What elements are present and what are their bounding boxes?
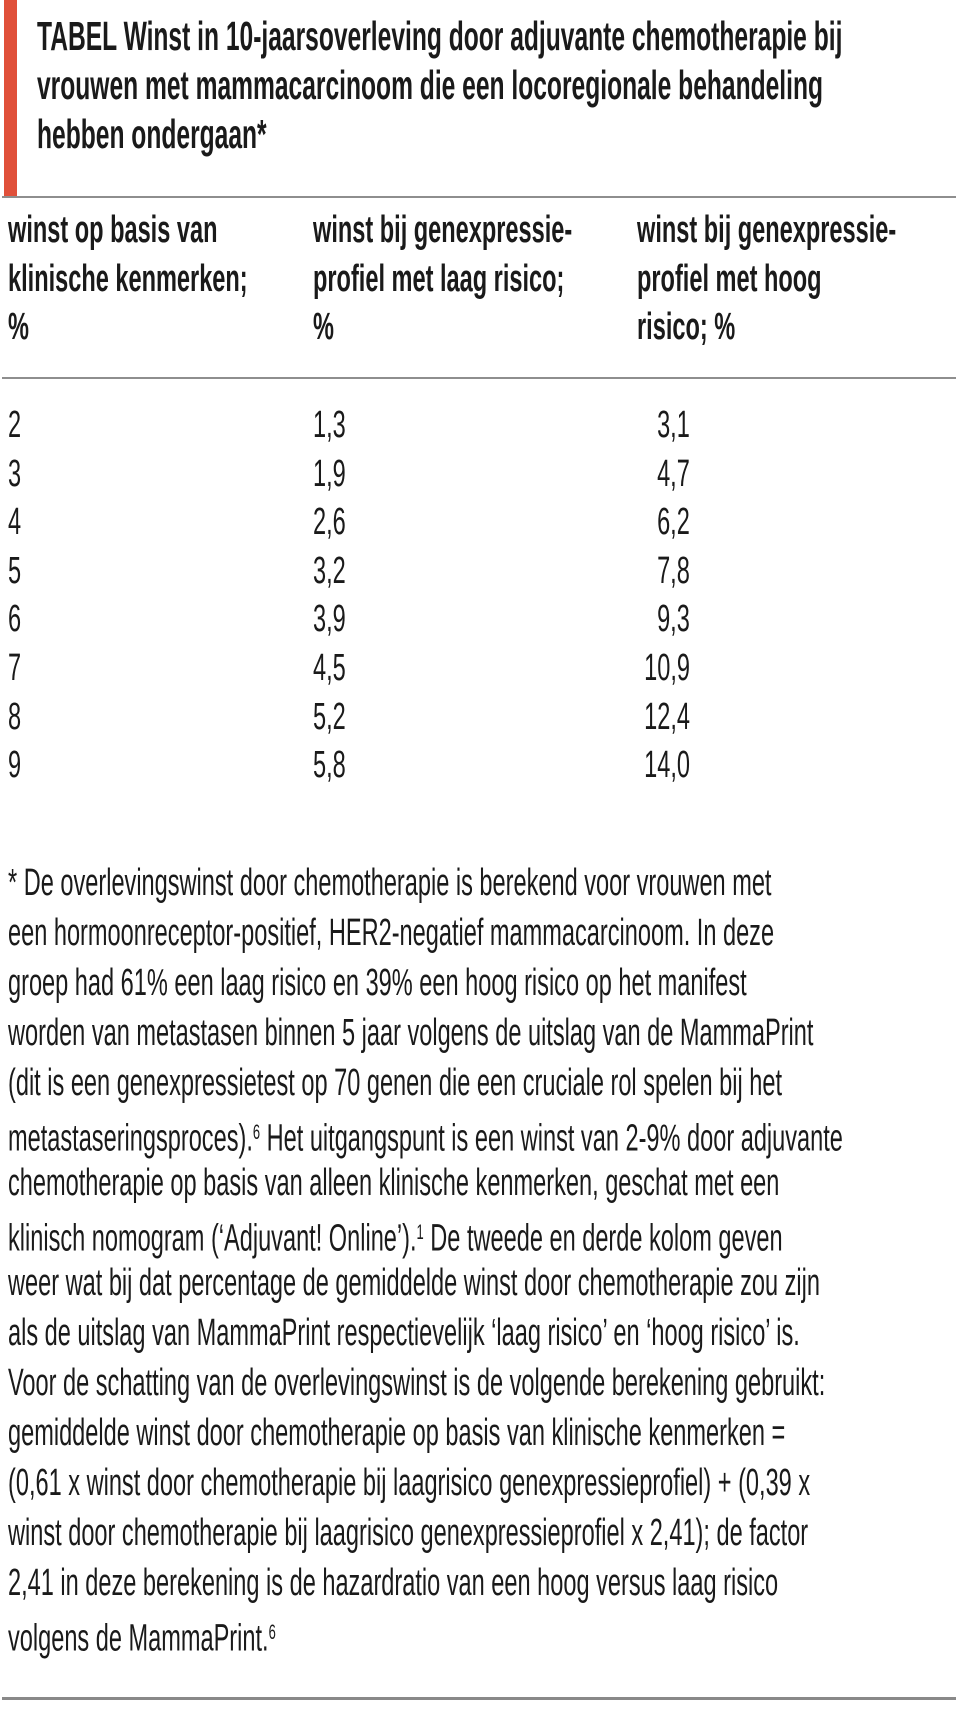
cell-clinical: 9 <box>8 744 22 787</box>
table-row <box>0 595 958 644</box>
cell-high: 3,1 <box>657 404 690 446</box>
cell-low: 2,6 <box>313 501 346 544</box>
cell-low: 1,3 <box>313 404 346 446</box>
header-line: profiel met laag risico; <box>313 257 565 300</box>
table-row <box>0 741 958 790</box>
header-line: winst bij genexpressie- <box>313 209 573 251</box>
title-text: Winst in 10-jaarsoverleving door adjuvante chemotherapie bij <box>123 13 843 59</box>
cell-high: 10,9 <box>644 646 690 689</box>
table-row <box>0 693 958 742</box>
column-header-high-risk <box>637 206 958 352</box>
cell-high: 14,0 <box>644 744 690 787</box>
table-body <box>0 401 958 790</box>
header-line: profiel met hoog <box>637 257 822 300</box>
cell-high: 7,8 <box>657 549 690 592</box>
divider-bottom <box>2 1697 956 1700</box>
cell-high: 9,3 <box>657 598 690 641</box>
reference-superscript: 6 <box>268 1621 276 1644</box>
footnote-line: (0,61 x winst door chemotherapie bij laagrisico genexpressieprofiel) + (0,39 x <box>8 1462 811 1504</box>
footnote-line: metastaseringsproces).$^6$ Het uitgangspunt is een winst van 2-9% door adjuvante <box>8 1117 843 1160</box>
title-label: TABEL <box>37 13 118 59</box>
cell-clinical: 2 <box>8 404 22 446</box>
reference-superscript: 6 <box>252 1121 261 1144</box>
cell-clinical: 8 <box>8 695 22 738</box>
footnote-line: (dit is een genexpressietest op 70 genen die een cruciale rol spelen bij het <box>8 1062 783 1104</box>
footnote-line: * De overlevingswinst door chemotherapie is berekend voor vrouwen met <box>8 862 772 904</box>
cell-low: 3,9 <box>313 598 346 641</box>
cell-high: 12,4 <box>644 695 690 738</box>
footnote-line: 2,41 in deze berekening is de hazardratio van een hoog versus laag risico <box>8 1562 779 1604</box>
footnote-line: klinisch nomogram (‘Adjuvant! Online’).$^1$ De tweede en derde kolom geven <box>8 1217 783 1260</box>
footnote-line: chemotherapie op basis van alleen klinische kenmerken, geschat met een <box>8 1162 780 1204</box>
cell-clinical: 5 <box>8 549 22 592</box>
table-row <box>0 644 958 693</box>
footnote-line: een hormoonreceptor-positief, HER2-negatief mammacarcinoom. In deze <box>8 912 775 954</box>
cell-high: 6,2 <box>657 501 690 544</box>
footnote-line: groep had 61% een laag risico en 39% een hoog risico op het manifest <box>8 962 747 1004</box>
title-text: hebben ondergaan* <box>37 111 267 157</box>
footnote-line: worden van metastasen binnen 5 jaar volgens de uitslag van de MammaPrint <box>8 1012 814 1054</box>
title-line <box>37 61 958 110</box>
cell-low: 4,5 <box>313 646 346 689</box>
cell-clinical: 3 <box>8 452 22 495</box>
footnote-line: als de uitslag van MammaPrint respectievelijk ‘laag risico’ en ‘hoog risico’ is. <box>8 1312 800 1354</box>
header-line: % <box>8 306 29 348</box>
cell-low: 3,2 <box>313 549 346 592</box>
divider-header <box>2 377 956 379</box>
header-line: klinische kenmerken; <box>8 257 248 300</box>
footnote-line: volgens de MammaPrint.$^6$ <box>8 1617 276 1660</box>
table-row <box>0 547 958 596</box>
reference-superscript: 1 <box>416 1221 424 1244</box>
footnote-line: winst door chemotherapie bij laagrisico genexpressieprofiel x 2,41); de factor <box>8 1512 809 1554</box>
footnote-line: gemiddelde winst door chemotherapie op basis van klinische kenmerken = <box>8 1412 786 1454</box>
cell-clinical: 6 <box>8 598 22 641</box>
title-text: vrouwen met mammacarcinoom die een locoregionale behandeling <box>37 62 824 108</box>
footnote <box>8 858 958 1658</box>
header-line: risico; % <box>637 306 736 348</box>
header-line: % <box>313 306 334 348</box>
divider-top <box>2 196 956 198</box>
table-row <box>0 450 958 499</box>
table-title <box>37 12 958 159</box>
cell-low: 5,2 <box>313 695 346 738</box>
cell-clinical: 4 <box>8 501 22 544</box>
header-line: winst op basis van <box>8 209 218 251</box>
footnote-line: weer wat bij dat percentage de gemiddelde winst door chemotherapie zou zijn <box>8 1262 820 1304</box>
table-row <box>0 498 958 547</box>
title-line <box>37 12 958 61</box>
footnote-line: Voor de schatting van de overlevingswinst is de volgende berekening gebruikt: <box>8 1362 826 1404</box>
cell-clinical: 7 <box>8 646 22 689</box>
cell-high: 4,7 <box>657 452 690 495</box>
accent-bar <box>4 0 17 196</box>
cell-low: 5,8 <box>313 744 346 787</box>
title-line <box>37 110 958 159</box>
table-row <box>0 401 958 450</box>
header-line: winst bij genexpressie- <box>637 209 897 251</box>
cell-low: 1,9 <box>313 452 346 495</box>
